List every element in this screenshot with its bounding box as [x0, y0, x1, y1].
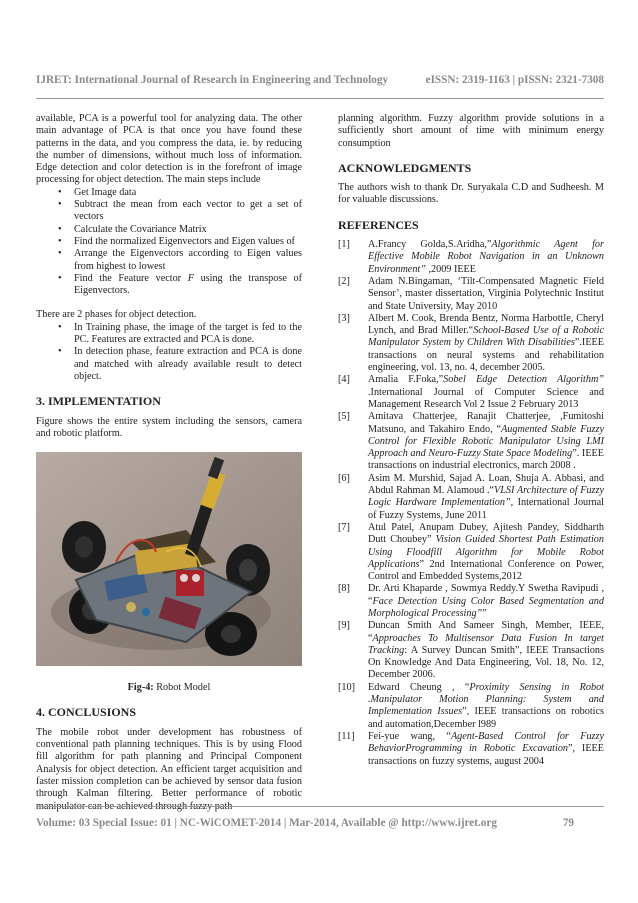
bullet-icon: •: [58, 235, 62, 247]
reference-item: [1] A.Francy Golda,S.Aridha,”Algorithmic Agent for Effective Mobile Robot Navigation in an Unknown Environment” ,2009 IEEE: [338, 239, 604, 275]
step-item: • Get Image data: [58, 186, 137, 198]
step-item: • Find the normalized Eigenvectors and Eigen values of: [58, 235, 295, 247]
reference-item: [7] Atul Patel, Anupam Dubey, Ajitesh Pandey, Siddharth Dutt Choubey” Vision Guided Shortest Path Estimation Using Floodfill Algorithm for Mobile Robot Applications” 2nd International Conference on Power, Control and Embedded Systems,2012: [338, 521, 604, 583]
reference-item: [9] Duncan Smith And Sameer Singh, Member, IEEE, “Approaches To Multisensor Data Fusion In target Tracking: A Survey Duncan Smith”, IEEE Transactions On Knowledge And Data Engineering, Vol. 18, No. 12, December 2006.: [338, 620, 604, 681]
left-column: [36, 113, 302, 813]
running-footer: [36, 817, 604, 829]
reference-item: [5] Amitava Chatterjee, Ranajit Chatterjee, ,Fumitoshi Matsuno, and Takahiro Endo, “Augmented Stable Fuzzy Control for Flexible Robotic Manipulator Using LMI Approach and Neuro-Fuzzy State Space Modeling”. IEEE transactions on industrial electronics, march 2008 .: [338, 411, 604, 472]
pca-paragraph: available, PCA is a powerful tool for analyzing data. The other main advantage of PCA is that once you have found these patterns in the data, and you compress the data, ie. by reducing the number of dimensions, without much loss of information. Edge detection and color detection is in the forefront of image processing for object detection. The main steps include: [36, 113, 302, 186]
bullet-icon: •: [58, 346, 62, 358]
conclusions-continued: planning algorithm. Fuzzy algorithm provide solutions in a sufficiently short amount of time with minimum energy consumption: [338, 113, 604, 149]
right-column: [338, 113, 604, 768]
footer-rule: [36, 806, 604, 807]
acknowledgments-text: The authors wish to thank Dr. Suryakala C.D and Sudheesh. M for valuable discussions.: [338, 182, 604, 206]
reference-item: [11] Fei-yue wang, “Agent-Based Control for Fuzzy BehaviorProgramming in Robotic Excavation”, IEEE transactions on fuzzy systems, august 2004: [338, 730, 604, 767]
phases-list: [36, 322, 302, 383]
implementation-heading: 3. IMPLEMENTATION: [36, 394, 161, 409]
phases-intro: There are 2 phases for object detection.: [36, 309, 197, 321]
step-item: • Subtract the mean from each vector to get a set of vectors: [58, 199, 302, 223]
step-item: • Find the Feature vector F using the transpose of Eigenvectors.: [58, 272, 302, 297]
footer-text: Volume: 03 Special Issue: 01 | NC-WiCOMET-2014 | Mar-2014, Available @ http://www.ijret.org: [36, 817, 497, 829]
references-heading: REFERENCES: [338, 217, 419, 232]
step-item: • Arrange the Eigenvectors according to Eigen values from highest to lowest: [58, 248, 302, 272]
pca-steps-list: [36, 187, 302, 298]
phase-item: • In detection phase, feature extraction and PCA is done and matched with already available result to detect object.: [58, 346, 302, 382]
journal-title: IJRET: International Journal of Research in Engineering and Technology: [36, 74, 389, 86]
reference-item: [3] Albert M. Cook, Brenda Bentz, Norma Harbottle, Cheryl Lynch, and Brad Miller.“School-Based Use of a Robotic Manipulator System by Children With Disabilities”.IEEE transactions on neural systems and rehabilitation engineering, vol. 13, no. 4, december 2005.: [338, 312, 604, 374]
robot-illustration: [36, 452, 302, 666]
reference-item: [8] Dr. Arti Khaparde , Sowmya Reddy.Y Swetha Ravipudi , “Face Detection Using Color Based Segmentation and Morphological Processing””: [338, 583, 604, 619]
bullet-icon: •: [58, 248, 62, 260]
step-item: • Calculate the Covariance Matrix: [58, 223, 207, 235]
robot-photo: [36, 452, 302, 666]
acknowledgments-heading: ACKNOWLEDGMENTS: [338, 160, 472, 175]
reference-item: [2] Adam N.Bingaman, ‘Tilt-Compensated Magnetic Field Sensor’, master dissertation, Virginia Polytechnic Institut and State University, May 2010: [338, 275, 604, 312]
conclusions-heading: 4. CONCLUSIONS: [36, 705, 137, 720]
reference-item: [6] Asim M. Murshid, Sajad A. Loan, Shuja A. Abbasi, and Abdul Rahman M. Alamoud .“VLSI Architecture of Fuzzy Logic Hardware Implementation”, International Journal of Fuzzy Systems, June 2011: [338, 472, 605, 521]
reference-item: [4] Amalia F.Foka,”Sobel Edge Detection Algorithm” .International Journal of Computer Science and Management Research Vol 2 Issue 2 February 2013: [338, 374, 605, 410]
bullet-icon: •: [58, 186, 62, 198]
page-number: 79: [562, 817, 574, 829]
issn: eISSN: 2319-1163 | pISSN: 2321-7308: [425, 74, 604, 86]
bullet-icon: •: [58, 199, 62, 211]
figure-caption: Fig-4: Robot Model: [127, 682, 211, 694]
implementation-text: Figure shows the entire system including the sensors, camera and robotic platform.: [36, 415, 302, 439]
reference-item: [10] Edward Cheung , “Proximity Sensing in Robot .Manipulator Motion Planning: System and Implementation Issues”, IEEE transactions on robotics and automation,December l989: [338, 681, 604, 730]
references-list: [338, 239, 604, 768]
running-header: [36, 74, 604, 86]
bullet-icon: •: [58, 223, 62, 235]
bullet-icon: •: [58, 272, 62, 284]
bullet-icon: •: [58, 321, 62, 333]
conclusions-text: The mobile robot under development has robustness of conventional path planning techniques. This is by using Flood fill algorithm for path planning and Principal Component Analysis for object detection. An efficient target acquisition and faster mission completion can be achieved by sensor data fusion through Kalman filtering. Better performance of robotic manipulator can be achieved through fuzzy path: [36, 726, 302, 812]
header-rule: [36, 98, 604, 99]
phase-item: • In Training phase, the image of the target is fed to the PC. Features are extracted and PCA is done.: [58, 321, 302, 346]
